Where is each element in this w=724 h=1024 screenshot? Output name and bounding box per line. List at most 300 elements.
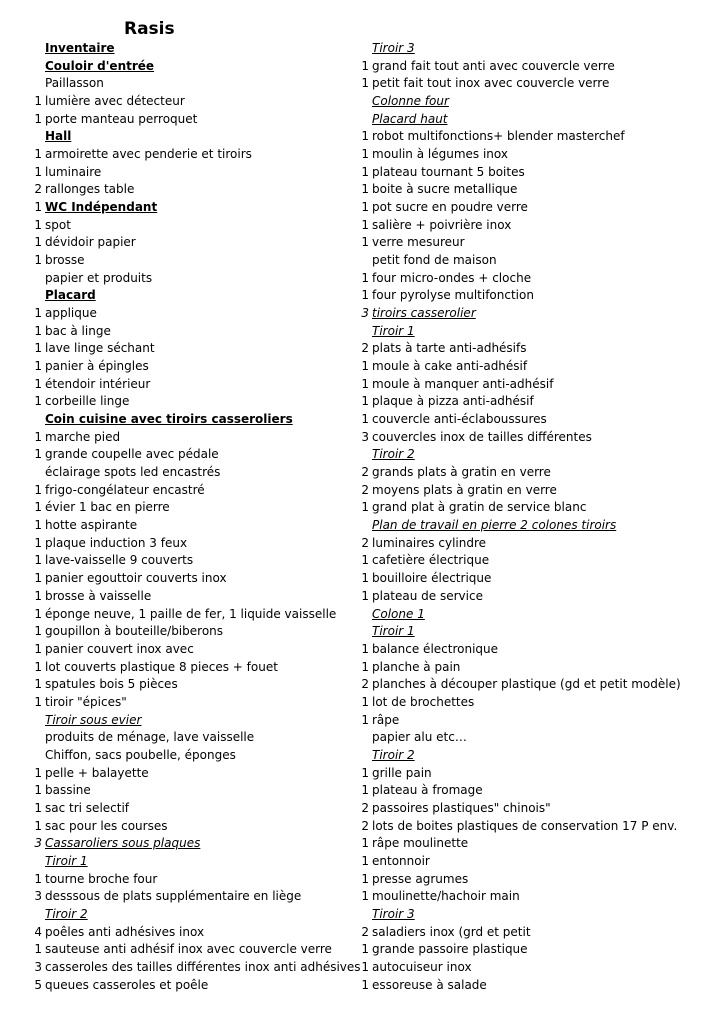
- item-label: Couloir d'entrée: [45, 58, 155, 73]
- quantity: 1: [34, 200, 42, 215]
- inventory-row: [357, 835, 719, 853]
- inventory-row: [30, 146, 360, 164]
- subsection-heading: [30, 906, 360, 924]
- quantity: 1: [34, 394, 42, 409]
- quantity: 1: [34, 553, 42, 568]
- quantity: 1: [361, 359, 369, 374]
- subsection-heading: [357, 906, 719, 924]
- item-label: panier à épingles: [45, 359, 149, 374]
- item-label: queues casseroles et poêle: [45, 977, 209, 992]
- inventory-row: [357, 146, 719, 164]
- quantity: 1: [34, 588, 42, 603]
- inventory-row: [30, 659, 360, 677]
- item-label: papier alu etc…: [372, 730, 467, 745]
- quantity: 1: [34, 359, 42, 374]
- inventory-row: [357, 941, 719, 959]
- item-label: planche à pain: [372, 659, 461, 674]
- quantity: 1: [34, 818, 42, 833]
- inventory-row: [30, 270, 360, 288]
- quantity: 1: [34, 694, 42, 709]
- inventory-row: [357, 252, 719, 270]
- quantity: 1: [34, 606, 42, 621]
- quantity: 2: [361, 818, 369, 833]
- item-label: luminaire: [45, 164, 102, 179]
- item-label: râpe: [372, 712, 400, 727]
- item-label: petit fond de maison: [372, 253, 497, 268]
- item-label: robot multifonctions+ blender masterchef: [372, 129, 625, 144]
- item-label: moule à manquer anti-adhésif: [372, 376, 554, 391]
- subsection-heading: [30, 712, 360, 730]
- quantity: 1: [361, 164, 369, 179]
- quantity: 1: [34, 147, 42, 162]
- quantity: 3: [34, 959, 42, 974]
- inventory-row: [30, 552, 360, 570]
- quantity: 1: [34, 447, 42, 462]
- inventory-row: [30, 181, 360, 199]
- item-label: plaque à pizza anti-adhésif: [372, 394, 534, 409]
- quantity: 1: [361, 853, 369, 868]
- inventory-row: [30, 323, 360, 341]
- inventory-row: [30, 676, 360, 694]
- item-label: saladiers inox (grd et petit: [372, 924, 531, 939]
- quantity: 1: [361, 588, 369, 603]
- subsection-heading: [357, 111, 719, 129]
- inventory-row: [30, 729, 360, 747]
- inventory-row: [357, 128, 719, 146]
- item-label: plateau à fromage: [372, 783, 483, 798]
- inventory-row: [30, 429, 360, 447]
- inventory-row: [357, 499, 719, 517]
- subsection-heading: [357, 623, 719, 641]
- item-label: essoreuse à salade: [372, 977, 487, 992]
- item-label: balance électronique: [372, 641, 499, 656]
- room-heading: [30, 199, 360, 217]
- quantity: 1: [34, 641, 42, 656]
- item-label: desssous de plats supplémentaire en liège: [45, 889, 302, 904]
- quantity: 1: [361, 783, 369, 798]
- item-label: évier 1 bac en pierre: [45, 500, 170, 515]
- inventory-row: [30, 570, 360, 588]
- quantity: 1: [34, 942, 42, 957]
- quantity: 1: [361, 871, 369, 886]
- item-label: Chiffon, sacs poubelle, éponges: [45, 747, 236, 762]
- inventory-row: [30, 623, 360, 641]
- item-label: grande passoire plastique: [372, 942, 528, 957]
- inventory-row: [30, 871, 360, 889]
- quantity: 1: [361, 182, 369, 197]
- quantity: 3: [34, 889, 42, 904]
- inventory-row: [357, 729, 719, 747]
- inventory-row: [30, 959, 360, 977]
- inventory-row: [30, 694, 360, 712]
- inventory-row: [357, 217, 719, 235]
- inventory-row: [30, 252, 360, 270]
- quantity: 4: [34, 924, 42, 939]
- quantity: 1: [361, 641, 369, 656]
- subsection-heading: [357, 305, 719, 323]
- quantity: 1: [361, 659, 369, 674]
- item-label: lot couverts plastique 8 pieces + fouet: [45, 659, 278, 674]
- quantity: 1: [361, 76, 369, 91]
- item-label: verre mesureur: [372, 235, 465, 250]
- quantity: 1: [34, 164, 42, 179]
- item-label: lave-vaisselle 9 couverts: [45, 553, 194, 568]
- room-heading: [30, 40, 360, 58]
- item-label: four micro-ondes + cloche: [372, 270, 532, 285]
- item-label: couvercles inox de tailles différentes: [372, 429, 592, 444]
- quantity: 2: [361, 465, 369, 480]
- inventory-row: [30, 517, 360, 535]
- quantity: 1: [361, 500, 369, 515]
- inventory-row: [357, 199, 719, 217]
- quantity: 1: [34, 500, 42, 515]
- inventory-row: [30, 164, 360, 182]
- inventory-row: [30, 499, 360, 517]
- quantity: 1: [34, 217, 42, 232]
- inventory-row: [30, 641, 360, 659]
- item-label: frigo-congélateur encastré: [45, 482, 205, 497]
- subsection-heading: [30, 853, 360, 871]
- inventory-row: [30, 358, 360, 376]
- item-label: brosse à vaisselle: [45, 588, 152, 603]
- item-label: étendoir intérieur: [45, 376, 151, 391]
- item-label: cafetière électrique: [372, 553, 490, 568]
- inventory-left-column: [30, 40, 360, 994]
- inventory-row: [357, 482, 719, 500]
- item-label: poêles anti adhésives inox: [45, 924, 205, 939]
- item-label: produits de ménage, lave vaisselle: [45, 730, 255, 745]
- item-label: pot sucre en poudre verre: [372, 200, 528, 215]
- inventory-row: [357, 588, 719, 606]
- item-label: lot de brochettes: [372, 694, 475, 709]
- item-label: Tiroir 3: [372, 906, 415, 921]
- item-label: tiroirs casserolier: [372, 306, 476, 321]
- quantity: 1: [34, 783, 42, 798]
- inventory-row: [30, 340, 360, 358]
- inventory-row: [30, 464, 360, 482]
- room-heading: [30, 128, 360, 146]
- quantity: 1: [361, 412, 369, 427]
- item-label: pelle + balayette: [45, 765, 149, 780]
- quantity: 1: [361, 129, 369, 144]
- item-label: Tiroir 1: [45, 853, 88, 868]
- subsection-heading: [357, 40, 719, 58]
- inventory-row: [357, 800, 719, 818]
- quantity: 1: [34, 306, 42, 321]
- inventory-row: [357, 676, 719, 694]
- inventory-row: [30, 977, 360, 995]
- item-label: entonnoir: [372, 853, 430, 868]
- inventory-row: [357, 535, 719, 553]
- item-label: luminaires cylindre: [372, 535, 487, 550]
- inventory-row: [357, 270, 719, 288]
- item-label: spatules bois 5 pièces: [45, 677, 178, 692]
- subsection-heading: [30, 835, 360, 853]
- quantity: 1: [361, 765, 369, 780]
- inventory-row: [357, 75, 719, 93]
- quantity: 1: [34, 677, 42, 692]
- quantity: 1: [34, 253, 42, 268]
- quantity: 1: [361, 571, 369, 586]
- inventory-row: [357, 164, 719, 182]
- item-label: passoires plastiques" chinois": [372, 800, 551, 815]
- item-label: éponge neuve, 1 paille de fer, 1 liquide vaisselle: [45, 606, 337, 621]
- inventory-row: [30, 93, 360, 111]
- inventory-right-column: [357, 40, 719, 994]
- item-label: moulin à légumes inox: [372, 147, 508, 162]
- inventory-row: [357, 411, 719, 429]
- item-label: Colone 1: [372, 606, 425, 621]
- inventory-row: [357, 393, 719, 411]
- item-label: plaque induction 3 feux: [45, 535, 188, 550]
- quantity: 3: [361, 306, 369, 321]
- item-label: moulinette/hachoir main: [372, 889, 520, 904]
- inventory-row: [30, 800, 360, 818]
- item-label: panier couvert inox avec: [45, 641, 194, 656]
- item-label: Placard: [45, 288, 96, 303]
- inventory-row: [357, 659, 719, 677]
- item-label: casseroles des tailles différentes inox anti adhésives: [45, 959, 361, 974]
- quantity: 1: [361, 942, 369, 957]
- inventory-row: [30, 75, 360, 93]
- quantity: 2: [34, 182, 42, 197]
- item-label: lave linge séchant: [45, 341, 155, 356]
- quantity: 2: [361, 341, 369, 356]
- item-label: Tiroir 2: [372, 447, 415, 462]
- item-label: bac à linge: [45, 323, 111, 338]
- inventory-row: [30, 535, 360, 553]
- quantity: 1: [361, 553, 369, 568]
- item-label: Tiroir 2: [45, 906, 88, 921]
- quantity: 1: [361, 270, 369, 285]
- inventory-row: [357, 358, 719, 376]
- subsection-heading: [357, 93, 719, 111]
- inventory-row: [357, 694, 719, 712]
- quantity: 1: [361, 959, 369, 974]
- quantity: 1: [34, 482, 42, 497]
- inventory-row: [30, 376, 360, 394]
- inventory-row: [30, 782, 360, 800]
- subsection-heading: [357, 323, 719, 341]
- item-label: corbeille linge: [45, 394, 130, 409]
- quantity: 1: [34, 765, 42, 780]
- inventory-row: [357, 853, 719, 871]
- item-label: WC Indépendant: [45, 200, 158, 215]
- inventory-row: [30, 111, 360, 129]
- item-label: grande coupelle avec pédale: [45, 447, 219, 462]
- inventory-row: [30, 446, 360, 464]
- item-label: autocuiseur inox: [372, 959, 472, 974]
- quantity: 1: [361, 694, 369, 709]
- quantity: 1: [34, 429, 42, 444]
- item-label: panier egouttoir couverts inox: [45, 571, 227, 586]
- item-label: tiroir "épices": [45, 694, 127, 709]
- item-label: marche pied: [45, 429, 121, 444]
- quantity: 2: [361, 800, 369, 815]
- item-label: salière + poivrière inox: [372, 217, 512, 232]
- quantity: 1: [34, 376, 42, 391]
- quantity: 2: [361, 535, 369, 550]
- item-label: plateau tournant 5 boites: [372, 164, 525, 179]
- item-label: Placard haut: [372, 111, 448, 126]
- item-label: bassine: [45, 783, 91, 798]
- item-label: moyens plats à gratin en verre: [372, 482, 557, 497]
- inventory-row: [357, 376, 719, 394]
- quantity: 1: [361, 889, 369, 904]
- item-label: Paillasson: [45, 76, 104, 91]
- quantity: 1: [361, 217, 369, 232]
- subsection-heading: [357, 606, 719, 624]
- inventory-row: [357, 818, 719, 836]
- subsection-heading: [357, 517, 719, 535]
- item-label: râpe moulinette: [372, 836, 469, 851]
- inventory-row: [357, 959, 719, 977]
- quantity: 1: [361, 394, 369, 409]
- item-label: lumière avec détecteur: [45, 94, 185, 109]
- quantity: 1: [361, 288, 369, 303]
- inventory-row: [30, 888, 360, 906]
- inventory-row: [357, 924, 719, 942]
- quantity: 1: [361, 58, 369, 73]
- inventory-row: [30, 482, 360, 500]
- inventory-row: [357, 570, 719, 588]
- quantity: 1: [361, 836, 369, 851]
- quantity: 2: [361, 924, 369, 939]
- inventory-row: [357, 429, 719, 447]
- quantity: 1: [34, 341, 42, 356]
- quantity: 3: [361, 429, 369, 444]
- item-label: Tiroir 2: [372, 747, 415, 762]
- inventory-row: [357, 888, 719, 906]
- quantity: 1: [34, 323, 42, 338]
- inventory-row: [357, 782, 719, 800]
- room-heading: [30, 58, 360, 76]
- item-label: sauteuse anti adhésif inox avec couvercle verre: [45, 942, 332, 957]
- inventory-row: [30, 924, 360, 942]
- item-label: plats à tarte anti-adhésifs: [372, 341, 527, 356]
- quantity: 2: [361, 482, 369, 497]
- item-label: spot: [45, 217, 71, 232]
- quantity: 1: [34, 94, 42, 109]
- item-label: presse agrumes: [372, 871, 469, 886]
- quantity: 1: [361, 235, 369, 250]
- quantity: 1: [361, 712, 369, 727]
- item-label: sac tri selectif: [45, 800, 130, 815]
- quantity: 1: [361, 376, 369, 391]
- inventory-row: [30, 393, 360, 411]
- item-label: grand plat à gratin de service blanc: [372, 500, 587, 515]
- item-label: Tiroir 3: [372, 41, 415, 55]
- quantity: 1: [34, 518, 42, 533]
- inventory-row: [30, 606, 360, 624]
- inventory-row: [357, 464, 719, 482]
- item-label: Tiroir sous evier: [45, 712, 142, 727]
- item-label: papier et produits: [45, 270, 153, 285]
- inventory-row: [30, 234, 360, 252]
- item-label: dévidoir papier: [45, 235, 136, 250]
- item-label: grille pain: [372, 765, 432, 780]
- item-label: rallonges table: [45, 182, 135, 197]
- quantity: 1: [34, 535, 42, 550]
- quantity: 1: [361, 977, 369, 992]
- item-label: petit fait tout inox avec couvercle verre: [372, 76, 610, 91]
- inventory-row: [357, 712, 719, 730]
- item-label: grands plats à gratin en verre: [372, 465, 551, 480]
- item-label: lots de boites plastiques de conservation 17 P env.: [372, 818, 678, 833]
- quantity: 1: [34, 800, 42, 815]
- item-label: sac pour les courses: [45, 818, 168, 833]
- item-label: goupillon à bouteille/biberons: [45, 624, 224, 639]
- item-label: Inventaire: [45, 41, 115, 55]
- inventory-row: [30, 588, 360, 606]
- inventory-row: [357, 181, 719, 199]
- document-title: Rasis: [124, 19, 175, 39]
- item-label: applique: [45, 306, 97, 321]
- inventory-row: [30, 818, 360, 836]
- quantity: 5: [34, 977, 42, 992]
- item-label: boite à sucre metallique: [372, 182, 518, 197]
- item-label: grand fait tout anti avec couvercle verre: [372, 58, 615, 73]
- quantity: 1: [34, 871, 42, 886]
- subsection-heading: [357, 747, 719, 765]
- quantity: 1: [361, 147, 369, 162]
- inventory-row: [357, 340, 719, 358]
- item-label: Cassaroliers sous plaques: [45, 836, 201, 851]
- inventory-row: [30, 305, 360, 323]
- inventory-row: [357, 552, 719, 570]
- item-label: porte manteau perroquet: [45, 111, 198, 126]
- item-label: moule à cake anti-adhésif: [372, 359, 528, 374]
- room-heading: [30, 411, 360, 429]
- item-label: brosse: [45, 253, 85, 268]
- item-label: Hall: [45, 129, 72, 144]
- item-label: Tiroir 1: [372, 624, 415, 639]
- subsection-heading: [357, 446, 719, 464]
- inventory-row: [357, 871, 719, 889]
- quantity: 1: [34, 624, 42, 639]
- quantity: 3: [34, 836, 42, 851]
- inventory-row: [357, 977, 719, 995]
- item-label: plateau de service: [372, 588, 483, 603]
- item-label: hotte aspirante: [45, 518, 138, 533]
- item-label: Coin cuisine avec tiroirs casseroliers: [45, 412, 293, 427]
- item-label: planches à découper plastique (gd et petit modèle): [372, 677, 681, 692]
- quantity: 2: [361, 677, 369, 692]
- item-label: four pyrolyse multifonction: [372, 288, 534, 303]
- quantity: 1: [34, 571, 42, 586]
- item-label: Colonne four: [372, 94, 449, 109]
- item-label: couvercle anti-éclaboussures: [372, 412, 547, 427]
- inventory-row: [30, 217, 360, 235]
- item-label: Plan de travail en pierre 2 colones tiroirs: [372, 518, 617, 533]
- item-label: tourne broche four: [45, 871, 158, 886]
- inventory-row: [357, 765, 719, 783]
- inventory-row: [357, 641, 719, 659]
- quantity: 1: [34, 235, 42, 250]
- quantity: 1: [34, 659, 42, 674]
- room-heading: [30, 287, 360, 305]
- inventory-row: [30, 941, 360, 959]
- quantity: 1: [34, 111, 42, 126]
- item-label: éclairage spots led encastrés: [45, 465, 221, 480]
- inventory-row: [30, 747, 360, 765]
- quantity: 1: [361, 200, 369, 215]
- inventory-row: [357, 287, 719, 305]
- inventory-row: [357, 234, 719, 252]
- item-label: bouilloire électrique: [372, 571, 492, 586]
- inventory-row: [30, 765, 360, 783]
- item-label: Tiroir 1: [372, 323, 415, 338]
